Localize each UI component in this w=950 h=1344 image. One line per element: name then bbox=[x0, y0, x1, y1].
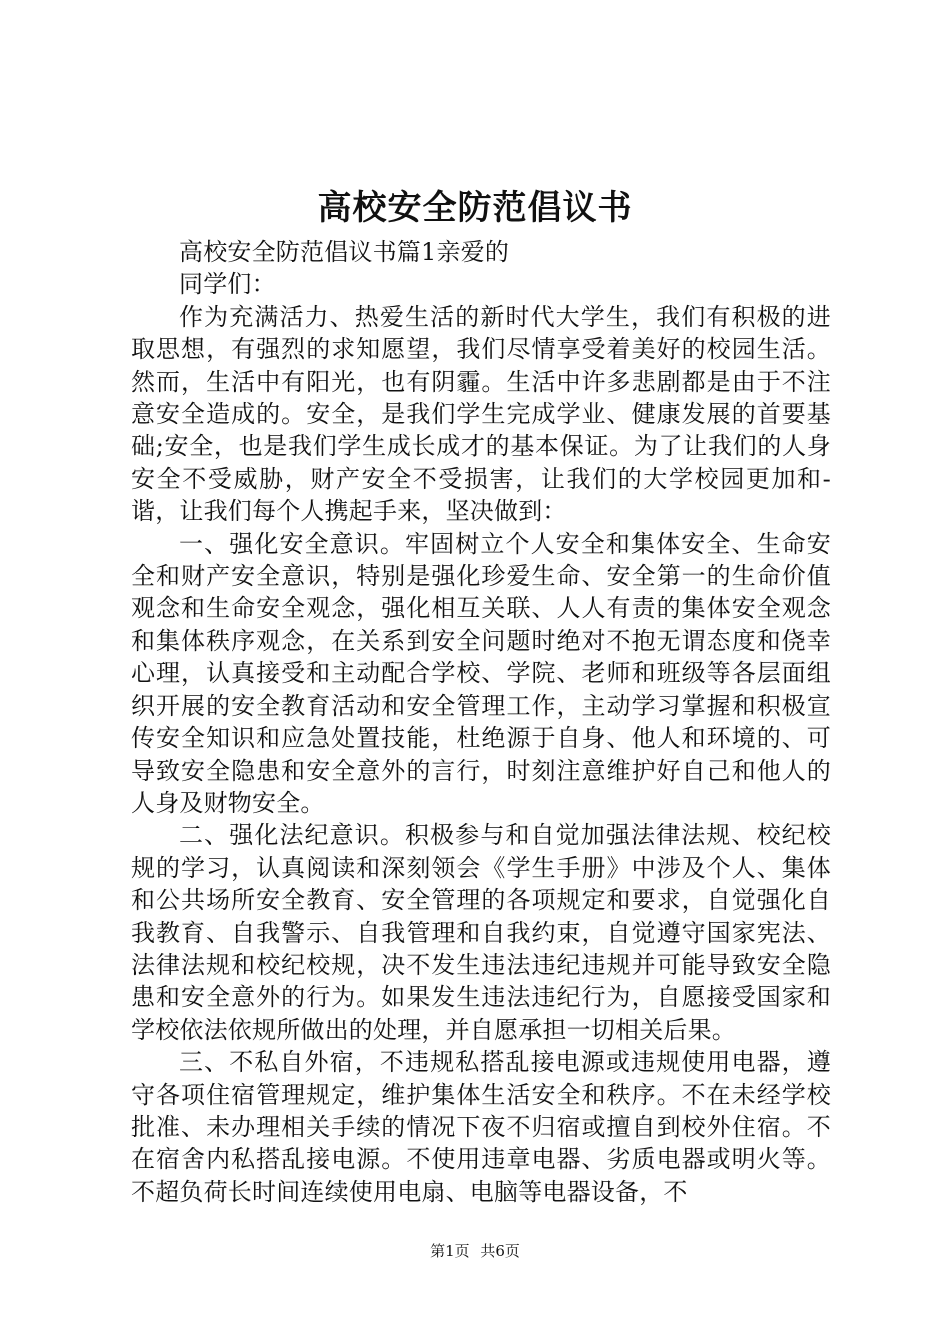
paragraph-greeting: 同学们： bbox=[179, 270, 276, 299]
page-footer bbox=[0, 1241, 950, 1261]
paragraph-intro: 高校安全防范倡议书篇1亲爱的 bbox=[179, 238, 510, 266]
page-number: 第1页 bbox=[430, 1242, 470, 1260]
document-title: 高校安全防范倡议书 bbox=[317, 188, 633, 228]
paragraph-item-3: 三、不私自外宿，不违规私搭乱接电源或违规使用电器，遵守各项住宿管理规定，维护集体生活安全和秩序。不在未经学校批准、未办理相关手续的情况下夜不归宿或擅自到校外住宿。不在宿舍内私搭乱接电源。不使用违章电器、劣质电器或明火等。不超负荷长时间连续使用电扇、电脑等电器设备，不 bbox=[131, 1048, 831, 1206]
document-body bbox=[131, 236, 831, 1208]
paragraph-item-1: 一、强化安全意识。牢固树立个人安全和集体安全、生命安全和财产安全意识，特别是强化珍爱生命、安全第一的生命价值观念和生命安全观念，强化相互关联、人人有责的集体安全观念和集体秩序观念，在关系到安全问题时绝对不抱无谓态度和侥幸心理，认真接受和主动配合学校、学院、老师和班级等各层面组织开展的安全教育活动和安全管理工作，主动学习掌握和积极宣传安全知识和应急处置技能，杜绝源于自身、他人和环境的、可导致安全隐患和安全意外的言行，时刻注意维护好自己和他人的人身及财物安全。 bbox=[131, 529, 831, 817]
paragraph-item-2: 二、强化法纪意识。积极参与和自觉加强法律法规、校纪校规的学习，认真阅读和深刻领会《学生手册》中涉及个人、集体和公共场所安全教育、安全管理的各项规定和要求，自觉强化自我教育、自我警示、自我管理和自我约束，自觉遵守国家宪法、法律法规和校纪校规，决不发生违法违纪违规并可能导致安全隐患和安全意外的行为。如果发生违法违纪行为，自愿接受国家和学校依法依规所做出的处理，并自愿承担一切相关后果。 bbox=[131, 821, 831, 1044]
paragraph-preface: 作为充满活力、热爱生活的新时代大学生，我们有积极的进取思想，有强烈的求知愿望，我们尽情享受着美好的校园生活。然而，生活中有阳光，也有阴霾。生活中许多悲剧都是由于不注意安全造成的。安全，是我们学生完成学业、健康发展的首要基础;安全，也是我们学生成长成才的基本保证。为了让我们的人身安全不受威胁，财产安全不受损害，让我们的大学校园更加和-谐，让我们每个人携起手来，坚决做到： bbox=[131, 302, 831, 526]
page-total: 共6页 bbox=[480, 1242, 520, 1260]
